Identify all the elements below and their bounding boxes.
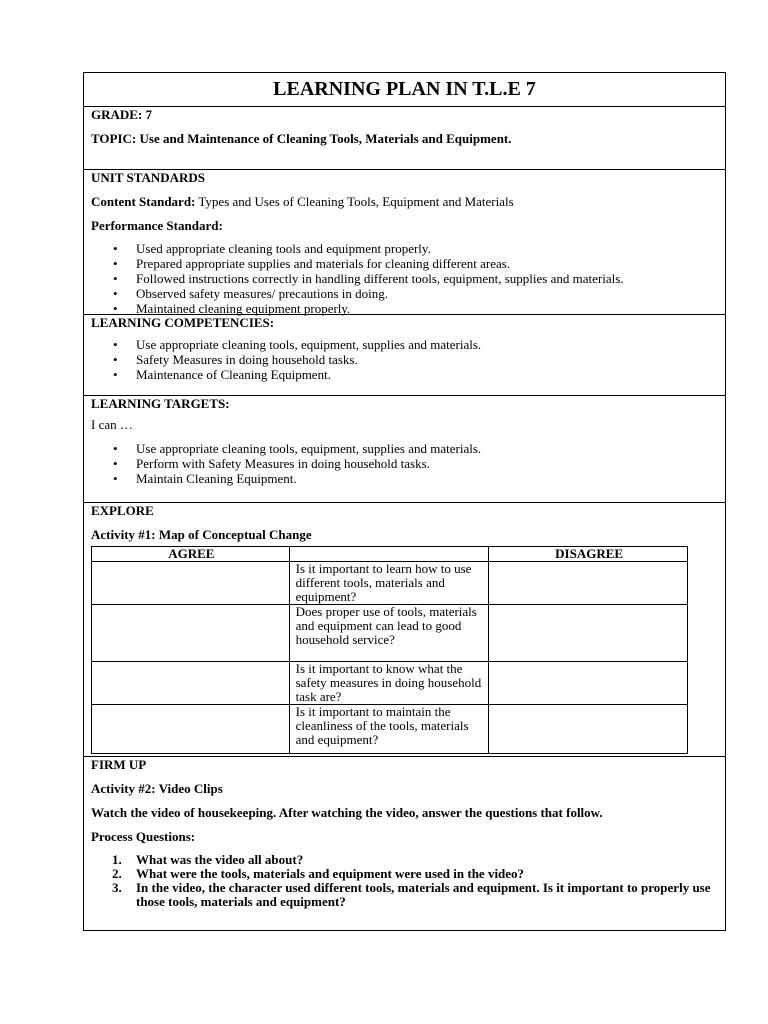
grade-text: GRADE: 7 — [91, 107, 153, 122]
list-item: • Maintained cleaning equipment properly. — [84, 301, 725, 316]
content-standard — [84, 194, 725, 209]
table-row — [92, 605, 688, 662]
agree-cell[interactable] — [92, 662, 290, 705]
performance-standard-list — [84, 241, 725, 316]
disagree-cell[interactable] — [489, 562, 688, 605]
disagree-cell[interactable] — [489, 662, 688, 705]
question-cell: Is it important to learn how to use different tools, materials and equipment? — [289, 562, 489, 605]
performance-standard-label: Performance Standard: — [91, 218, 223, 233]
content-standard-value: Types and Uses of Cleaning Tools, Equipment and Materials — [195, 194, 514, 209]
conceptual-change-table — [91, 546, 688, 754]
question-cell: Does proper use of tools, materials and equipment can lead to good household service? — [289, 605, 489, 662]
list-item: • Safety Measures in doing household tasks. — [84, 352, 725, 367]
process-questions-label: Process Questions: — [91, 829, 196, 844]
content-standard-label: Content Standard: — [91, 194, 196, 209]
video-instruction: Watch the video of housekeeping. After watching the video, answer the questions that follow. — [91, 805, 603, 820]
learning-plan-sheet — [83, 72, 726, 931]
disagree-cell[interactable] — [489, 605, 688, 662]
question-number: 3. — [112, 880, 122, 895]
targets-heading: LEARNING TARGETS: — [91, 396, 230, 411]
disagree-header: DISAGREE — [489, 547, 688, 562]
list-item: • Followed instructions correctly in handling different tools, equipment, supplies and materials. — [84, 271, 725, 286]
competencies-list — [84, 337, 725, 382]
question-text: In the video, the character used different tools, materials and equipment. Is it important to properly use those tools, materials and equipment? — [136, 880, 711, 909]
process-questions-list — [84, 853, 725, 909]
targets-section — [84, 395, 725, 502]
list-item — [84, 881, 725, 909]
unit-standards-heading: UNIT STANDARDS — [91, 170, 206, 185]
list-item: • Use appropriate cleaning tools, equipment, supplies and materials. — [84, 337, 725, 352]
question-cell: Is it important to know what the safety measures in doing household task are? — [289, 662, 489, 705]
topic-text: TOPIC: Use and Maintenance of Cleaning Tools, Materials and Equipment. — [91, 131, 512, 146]
list-item: • Used appropriate cleaning tools and equipment properly. — [84, 241, 725, 256]
list-item — [84, 853, 725, 867]
list-item: • Prepared appropriate supplies and materials for cleaning different areas. — [84, 256, 725, 271]
targets-list — [84, 441, 725, 486]
unit-standards-section — [84, 169, 725, 314]
competencies-section — [84, 314, 725, 395]
firm-up-section — [84, 756, 725, 930]
list-item: • Observed safety measures/ precautions in doing. — [84, 286, 725, 301]
agree-cell[interactable] — [92, 605, 290, 662]
table-header-row — [92, 547, 688, 562]
question-number: 2. — [112, 866, 122, 881]
targets-intro: I can … — [91, 417, 133, 432]
firm-up-heading: FIRM UP — [91, 757, 147, 772]
question-text: What was the video all about? — [136, 852, 304, 867]
table-row — [92, 662, 688, 705]
table-row — [92, 705, 688, 754]
activity-2-title: Activity #2: Video Clips — [91, 781, 223, 796]
competencies-heading: LEARNING COMPETENCIES: — [91, 315, 275, 330]
agree-cell[interactable] — [92, 562, 290, 605]
question-cell: Is it important to maintain the cleanliness of the tools, materials and equipment? — [289, 705, 489, 754]
list-item: • Use appropriate cleaning tools, equipment, supplies and materials. — [84, 441, 725, 456]
explore-heading: EXPLORE — [91, 503, 154, 518]
list-item: • Maintenance of Cleaning Equipment. — [84, 367, 725, 382]
agree-cell[interactable] — [92, 705, 290, 754]
title-section — [84, 73, 725, 106]
list-item — [84, 867, 725, 881]
page-title: LEARNING PLAN IN T.L.E 7 — [273, 78, 536, 100]
list-item: • Maintain Cleaning Equipment. — [84, 471, 725, 486]
explore-section — [84, 502, 725, 756]
table-row — [92, 562, 688, 605]
grade-topic-section — [84, 106, 725, 169]
question-text: What were the tools, materials and equipment were used in the video? — [136, 866, 525, 881]
disagree-cell[interactable] — [489, 705, 688, 754]
question-number: 1. — [112, 852, 122, 867]
list-item: • Perform with Safety Measures in doing household tasks. — [84, 456, 725, 471]
activity-1-title: Activity #1: Map of Conceptual Change — [91, 527, 312, 542]
question-header — [289, 547, 489, 562]
agree-header: AGREE — [92, 547, 290, 562]
